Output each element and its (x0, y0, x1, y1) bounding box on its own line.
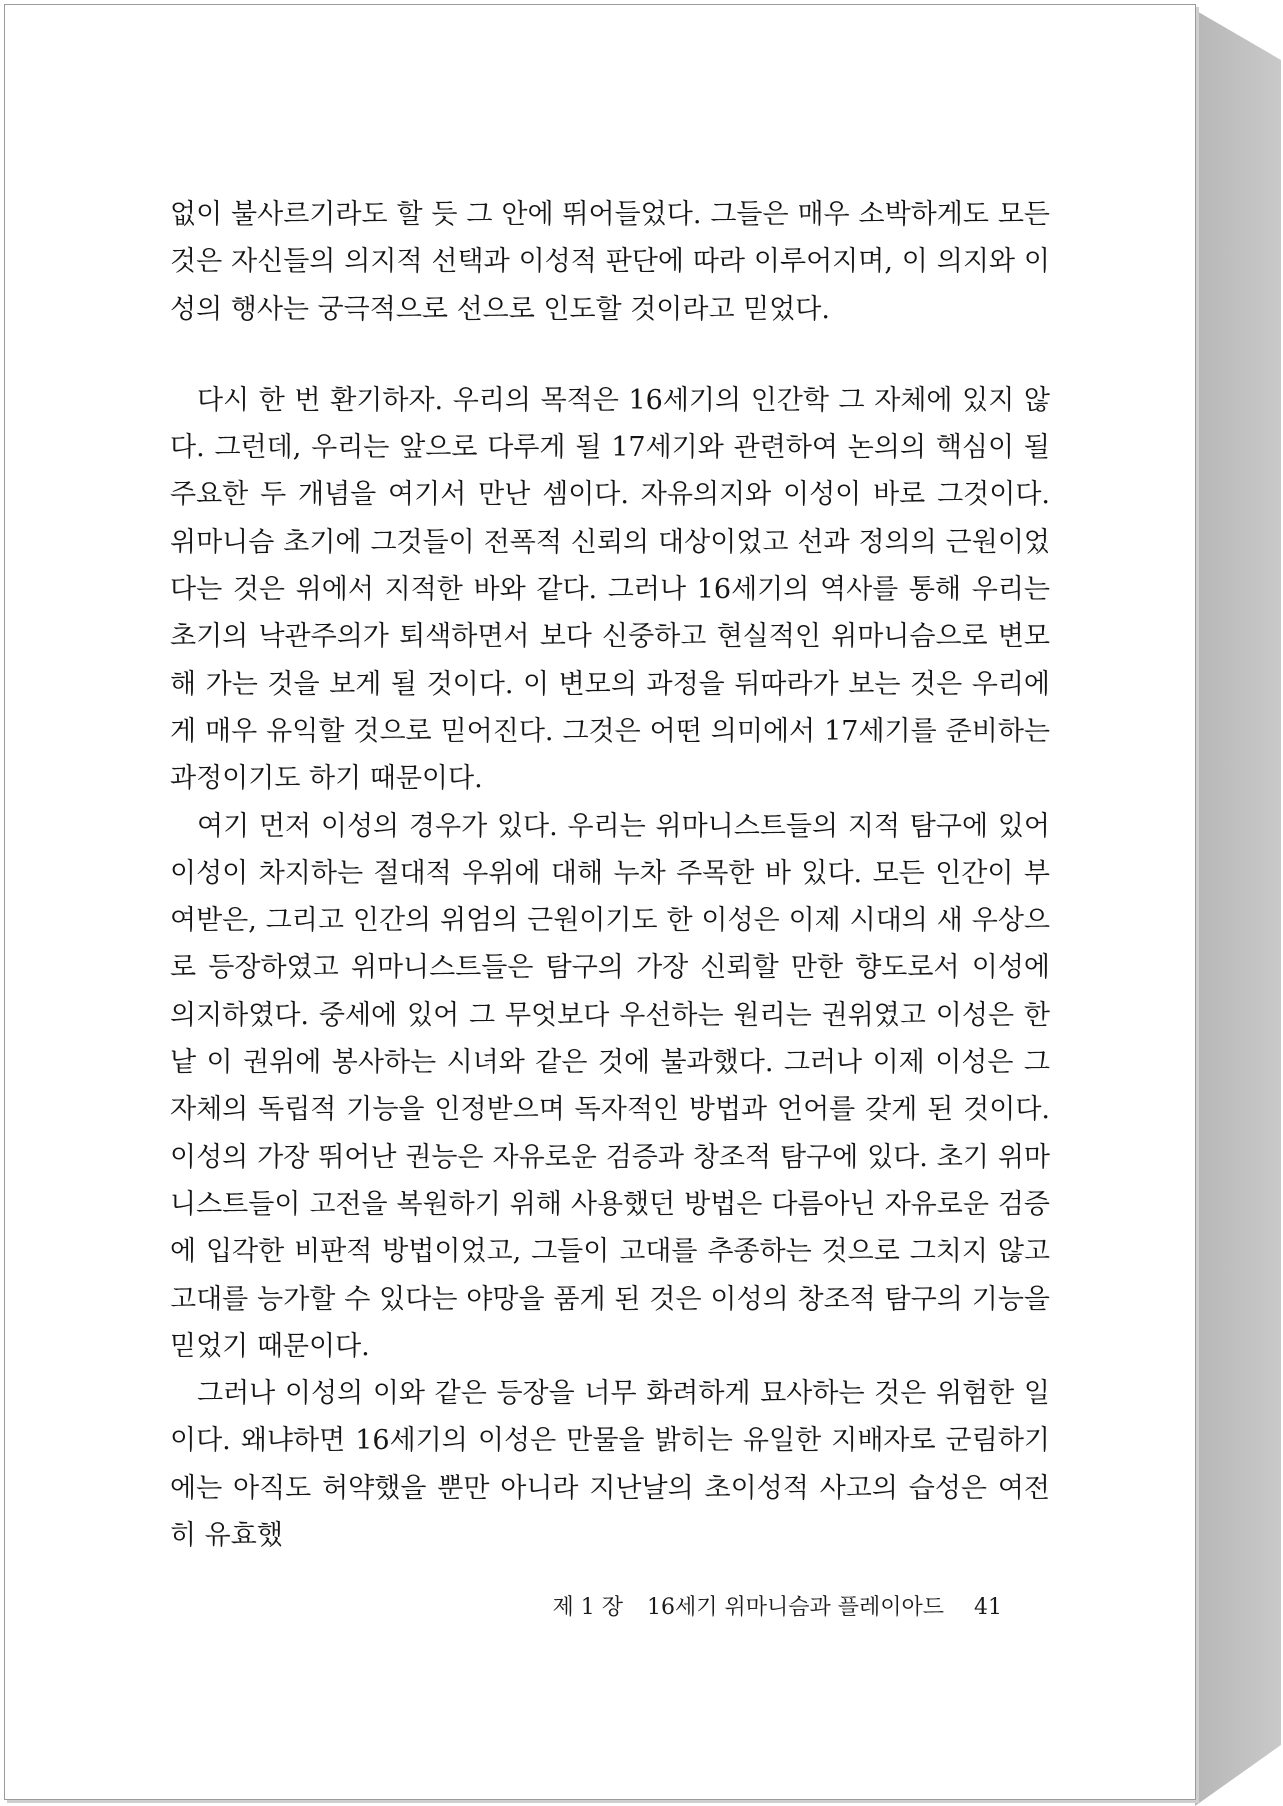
footer-chapter: 제 1 장 (552, 1595, 623, 1620)
paragraph-4: 그러나 이성의 이와 같은 등장을 너무 화려하게 묘사하는 것은 위험한 일이다. 왜냐하면 16세기의 이성은 만물을 밝히는 유일한 지배자로 군림하기에는 아직도 허약했을 뿐만 아니라 지난날의 초이성적 사고의 습성은 여전히 유효했 (170, 1378, 1050, 1552)
running-footer (552, 1590, 1002, 1621)
book-page (4, 4, 1196, 1800)
footer-title: 16세기 위마니슴과 플레이아드 (646, 1595, 944, 1620)
page-number: 41 (974, 1595, 1002, 1620)
paragraph-2: 다시 한 번 환기하자. 우리의 목적은 16세기의 인간학 그 자체에 있지 않다. 그런데, 우리는 앞으로 다루게 될 17세기와 관련하여 논의의 핵심이 될 주요한 두 개념을 여기서 만난 셈이다. 자유의지와 이성이 바로 그것이다. 위마니슴 초기에 그것들이 전폭적 신뢰의 대상이었고 선과 정의의 근원이었다는 것은 위에서 지적한 바와 같다. 그러나 16세기의 역사를 통해 우리는 초기의 낙관주의가 퇴색하면서 보다 신중하고 현실적인 위마니슴으로 변모해 가는 것을 보게 될 것이다. 이 변모의 과정을 뒤따라가 보는 것은 우리에게 매우 유익할 것으로 믿어진다. 그것은 어떤 의미에서 17세기를 준비하는 과정이기도 하기 때문이다. (170, 384, 1050, 795)
paragraph-1: 없이 불사르기라도 할 듯 그 안에 뛰어들었다. 그들은 매우 소박하게도 모든 것은 자신들의 의지적 선택과 이성적 판단에 따라 이루어지며, 이 의지와 이성의 행사는 궁극적으로 선으로 인도할 것이라고 믿었다. (170, 199, 1050, 325)
page-stack-edge (1195, 10, 1281, 1806)
body-text (170, 191, 1050, 1559)
paragraph-3: 여기 먼저 이성의 경우가 있다. 우리는 위마니스트들의 지적 탐구에 있어 이성이 차지하는 절대적 우위에 대해 누차 주목한 바 있다. 모든 인간이 부여받은, 그리고 인간의 위엄의 근원이기도 한 이성은 이제 시대의 새 우상으로 등장하였고 위마니스트들은 탐구의 가장 신뢰할 만한 향도로서 이성에 의지하였다. 중세에 있어 그 무엇보다 우선하는 원리는 권위였고 이성은 한낱 이 권위에 봉사하는 시녀와 같은 것에 불과했다. 그러나 이제 이성은 그 자체의 독립적 기능을 인정받으며 독자적인 방법과 언어를 갖게 된 것이다. 이성의 가장 뛰어난 권능은 자유로운 검증과 창조적 탐구에 있다. 초기 위마니스트들이 고전을 복원하기 위해 사용했던 방법은 다름아닌 자유로운 검증에 입각한 비판적 방법이었고, 그들이 고대를 추종하는 것으로 그치지 않고 고대를 능가할 수 있다는 야망을 품게 된 것은 이성의 창조적 탐구의 기능을 믿었기 때문이다. (170, 810, 1050, 1362)
